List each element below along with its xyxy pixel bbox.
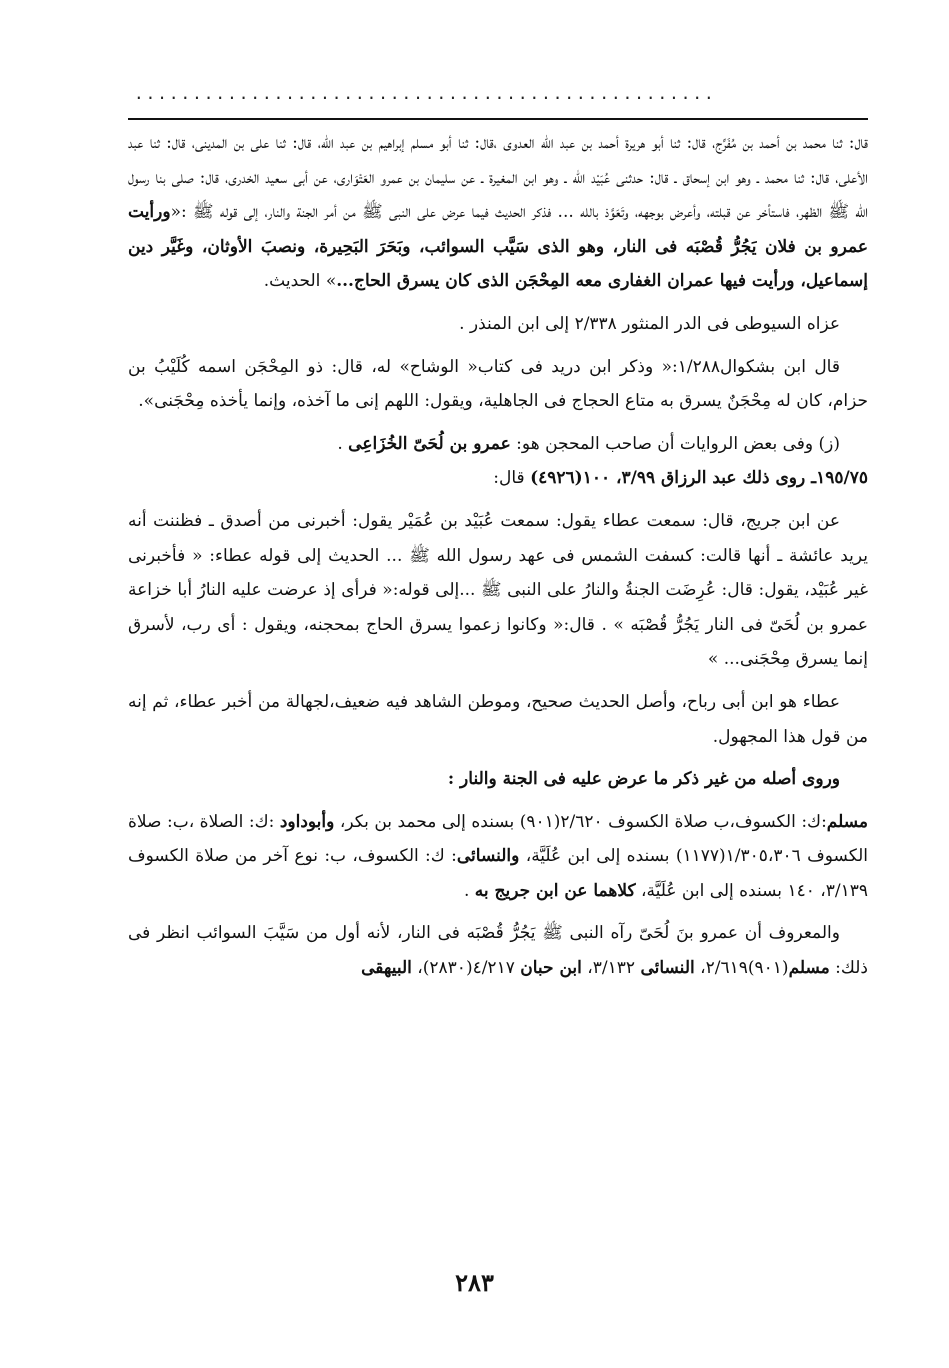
paragraph-known: والمعروف أن عمرو بنَ لُحَىّ رآه النبى ﷺ يَجُرُّ قُصْبَه فى النار، لأنه أول من سَيَّبَ السوائب انظر فى ذلك: مسلم(٩٠١)٢/٦١٩، النسائى ٣/١٣٢، ابن حبان ٤/٢١٧(٢٨٣٠)، البيهقى — [128, 923, 868, 979]
paragraph-attribution: عزاه السيوطى فى الدر المنثور ٢/٣٣٨ إلى ابن المنذر . — [459, 313, 840, 334]
paragraph-ata-note: عطاء هو ابن أبى رباح، وأصل الحديث صحيح، وموطن الشاهد فيه ضعيف،لجهالة من أخبر عطاء، ثم إنه من قول هذا المجهول. — [128, 691, 868, 747]
hadith-number: ١٩٥/٧٥ـ روى ذلك عبد الرزاق ٣/٩٩، ١٠٠(٤٩٢٦) — [530, 468, 868, 489]
paragraph-ibn-bashkuwal: قال ابن بشكوال١/٢٨٨:« وذكر ابن دريد فى كتاب« الوشاح» له، قال: ذو المِحْجَن اسمه كُلَيْبُ بن حزام، كان له مِحْجَنٌ يسرق به متاع الحجاج فى الجاهلية، ويقول: اللهم إنى ما آخذه، وإنما يأخذه مِحْجَنى». — [128, 356, 868, 412]
hadith-heading: ١٩٥/٧٥ـ روى ذلك عبد الرزاق ٣/٩٩، ١٠٠(٤٩٢٦) قال: — [493, 468, 868, 489]
paragraph-ibn-jurayj: عن ابن جريج، قال: سمعت عطاء يقول: سمعت عُبَيْد بن عُمَيْر يقول: أخبرنى من أصدق ـ فظننت أنه يريد عائشة ـ أنها قالت: كسفت الشمس فى عهد رسول الله ﷺ ... الحديث إلى قوله عطاء: « فأخبرنى غير عُبَيْد، يقول: قال: عُرِضَت الجنةُ والنارُ على النبى ﷺ ...إلى قوله:« فرأى إذ عرضت عليه النارُ أبا خزاعة عمرو بن لُحَىّ فى النار يَجُرُّ قُصْبَه » . قال:« وكانوا زعموا يسرق الحاج بمحجنه، ويقول : أى رب، لأسرق إنما يسرق مِحْجَنى... » — [128, 510, 868, 670]
page-number: ٢٨٣ — [455, 1268, 494, 1297]
paragraph-original-note: وروى أصله من غير ذكر ما عرض عليه فى الجنة والنار : — [447, 769, 840, 790]
paragraph-sources: مسلم:ك: الكسوف،ب صلاة الكسوف ٢/٦٢٠(٩٠١) بسنده إلى محمد بن بكر، وأبوداود :ك: الصلاة ،ب: صلاة الكسوف ١/٣٠٥،٣٠٦(١١٧٧) بسنده إلى ابن عُلَيَّة، والنسائى: ك: الكسوف، ب: نوع آخر من صلاة الكسوف ٣/١٣٩، ١٤٠ بسنده إلى ابن عُلَيَّة، كلاهما عن ابن جريج به . — [128, 811, 869, 901]
dotted-header-rule: .................................................. — [134, 84, 716, 102]
page-body — [128, 126, 868, 986]
paragraph-addition: (ز) وفى بعض الروايات أن صاحب المحجن هو: عمرو بن لُحَىّ الخُزَاعِى . — [337, 433, 840, 454]
header-divider — [128, 118, 868, 120]
name-bold: عمرو بن لُحَىّ الخُزَاعِى — [348, 433, 511, 454]
hadith-text-bold: ورأيت عمرو بن فلان يَجُرُّ قُصْبَه فى النار، وهو الذى سَيَّب السوائب، وبَحَرَ البَحِيرة، ونصبَ الأوثان، وغَيَّر دين إسماعيل، ورأيت فيها عمران الغفارى معه المِحْجَن الذى كان يسرق الحاج... — [128, 202, 868, 292]
paragraph-isnad: قال: ثنا محمد بن أحمد بن مُفَرِّج، قال: ثنا أبو هريرة أحمد بن عبد الله العدوى ،قال: ثنا أبو مسلم إبراهيم بن عبد الله، قال: ثنا على بن المدينى، قال: ثنا عبد الأعلى، قال: ثنا محمد ـ وهو ابن إسحاق ـ قال: حدثنى عُبَيْد الله ـ وهو ابن المغيرة ـ عن سليمان بن عمرو العَتْوَارى، عن أبى سعيد الخدرى، قال: صلى بنا رسول الله ﷺ الظهر، فاستأخر عن قبلته، وأعرض بوجهه، وتَعَوَّذ بالله ... فذكر الحديث فيما عرض على النبى ﷺ من أمر الجنة والنار، إلى قوله ﷺ :«ورأيت عمرو بن فلان يَجُرُّ قُصْبَه فى النار، وهو الذى سَيَّب السوائب، وبَحَرَ البَحِيرة، ونصبَ الأوثان، وغَيَّر دين إسماعيل، ورأيت فيها عمران الغفارى معه المِحْجَن الذى كان يسرق الحاج...» الحديث. — [128, 133, 868, 292]
